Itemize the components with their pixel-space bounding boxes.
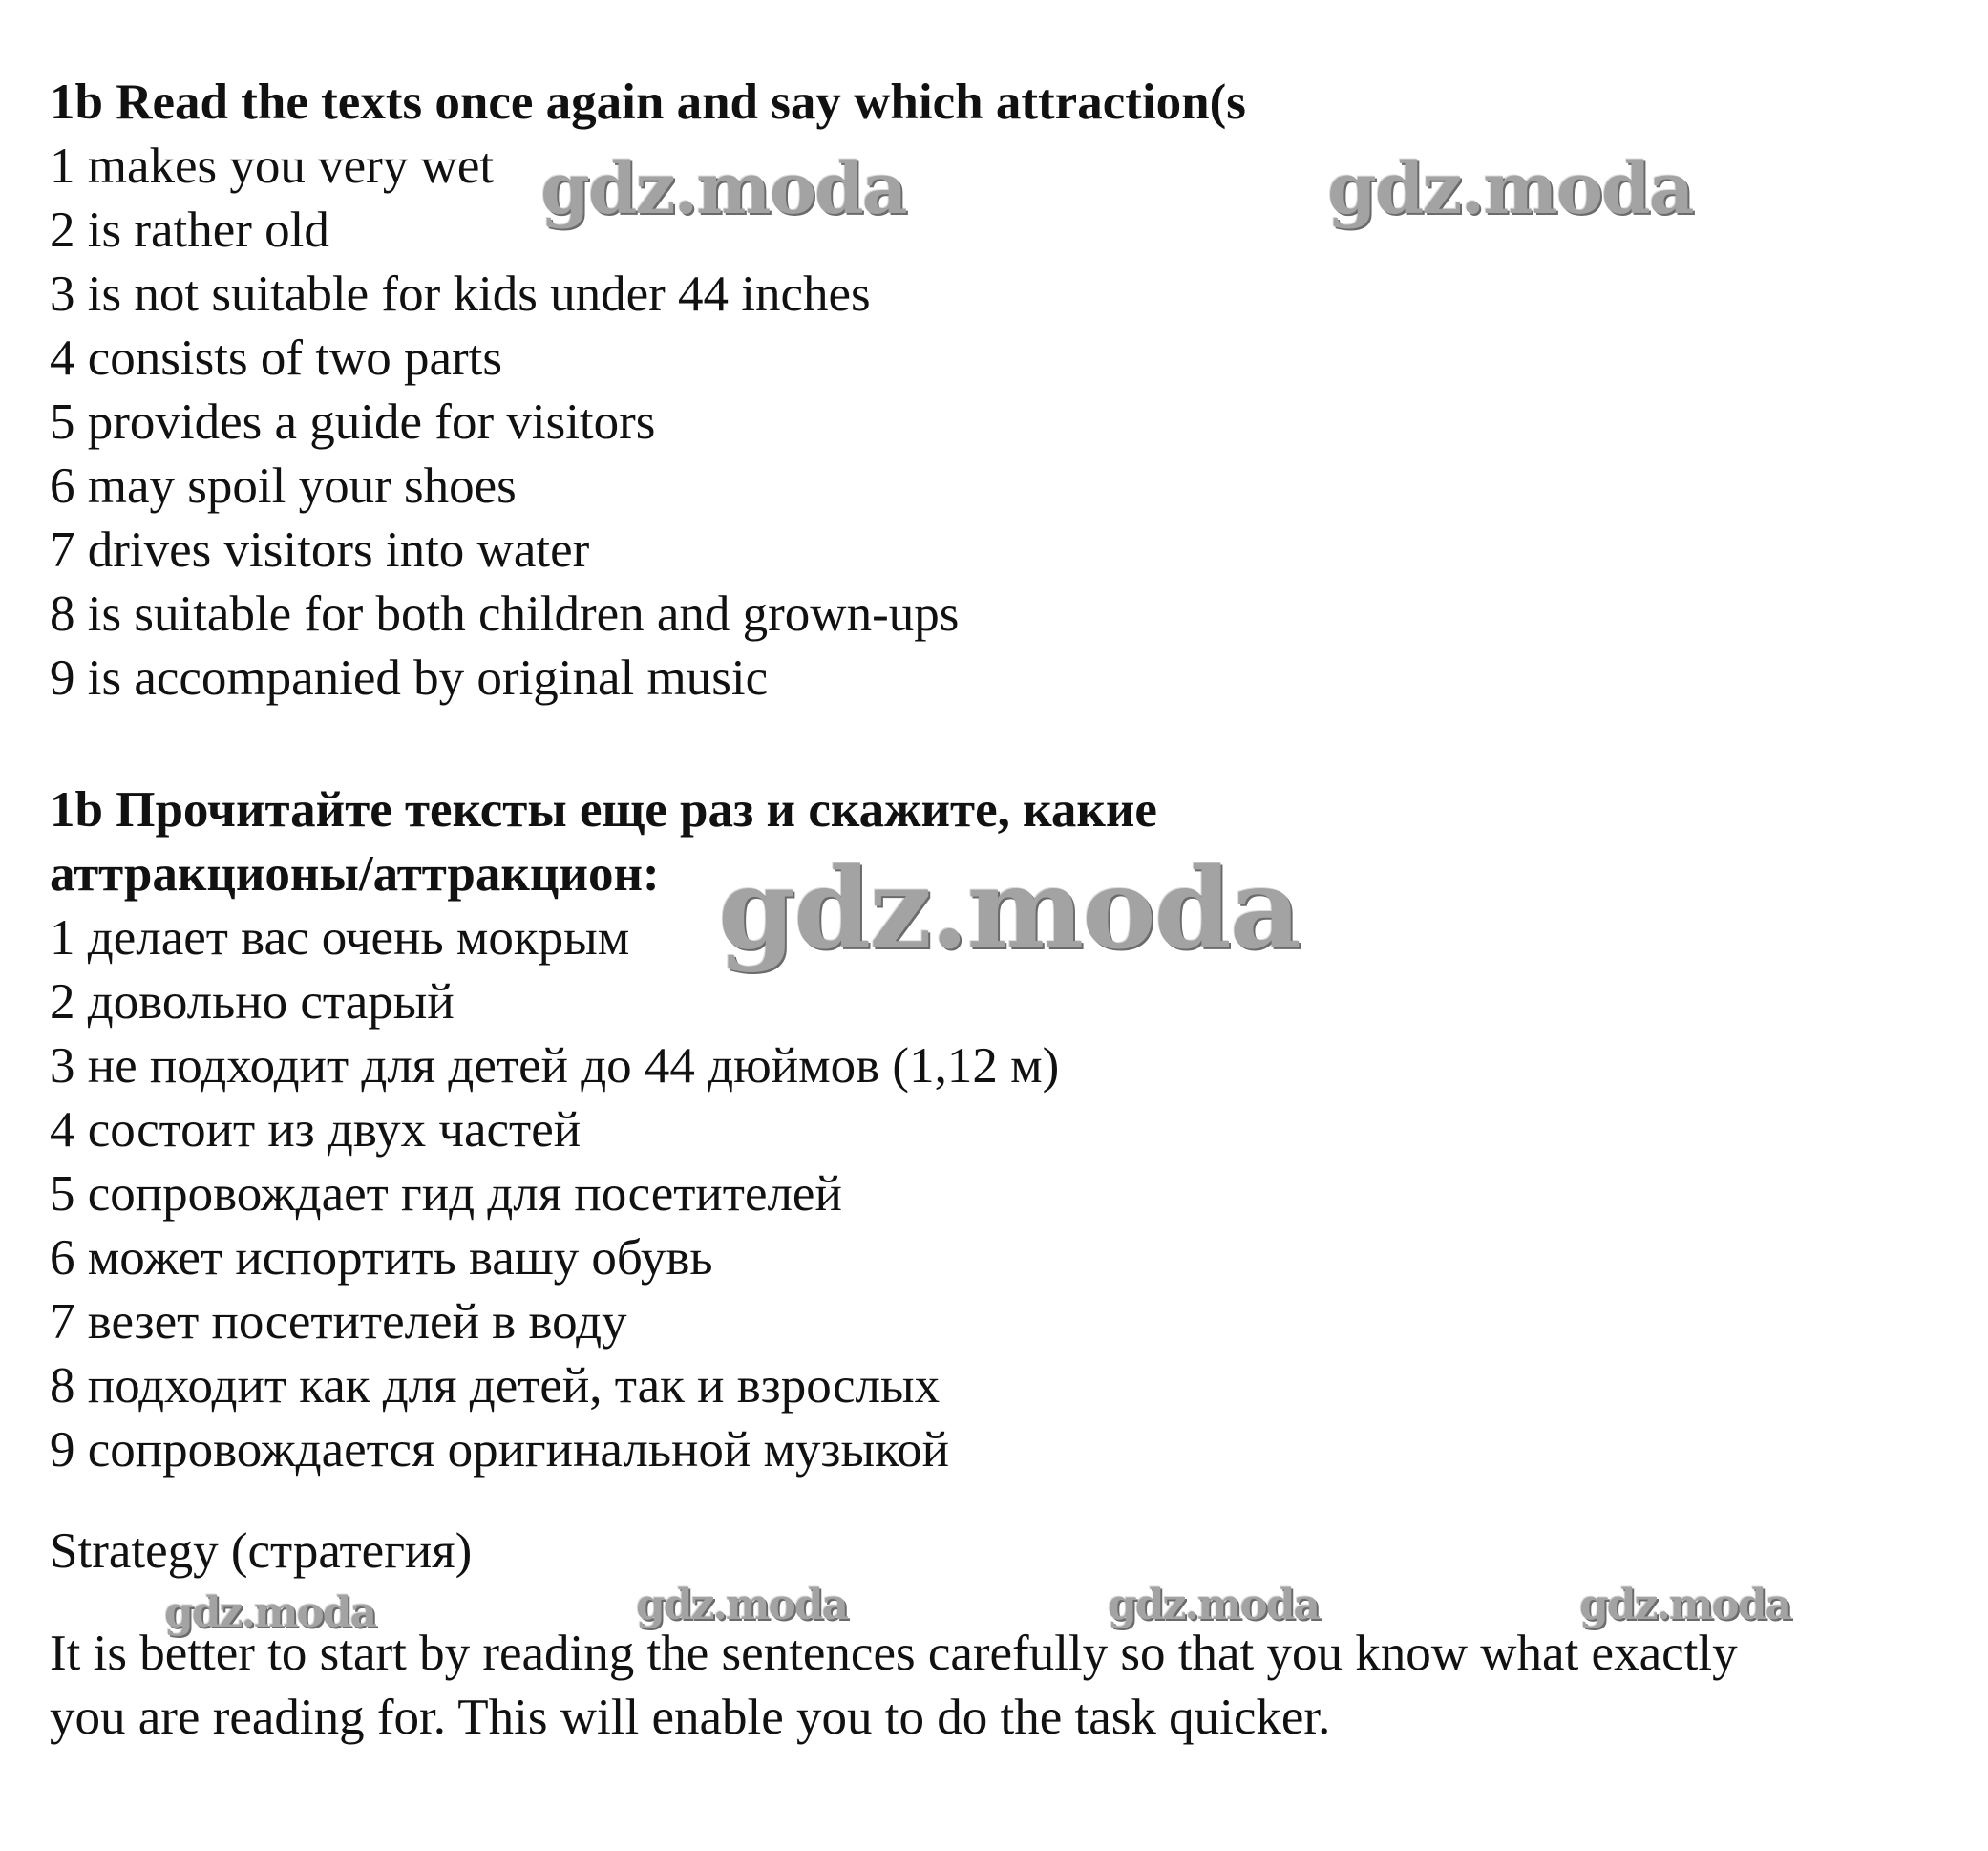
russian-item-3: 3 не подходит для детей до 44 дюймов (1,12 м) bbox=[50, 1038, 1060, 1094]
english-item-3: 3 is not suitable for kids under 44 inches bbox=[50, 266, 871, 322]
russian-item-4: 4 состоит из двух частей bbox=[50, 1102, 582, 1158]
russian-item-5: 5 сопровождает гид для посетителей bbox=[50, 1166, 842, 1222]
russian-item-7: 7 везет посетителей в воду bbox=[50, 1294, 627, 1350]
english-heading: 1b Read the texts once again and say which attraction(s bbox=[50, 74, 1246, 130]
russian-heading-line-1: 1b Прочитайте тексты еще раз и скажите, какие bbox=[50, 782, 1157, 838]
russian-item-2: 2 довольно старый bbox=[50, 974, 455, 1030]
watermark: gdz.moda bbox=[1327, 148, 1693, 230]
russian-item-6: 6 может испортить вашу обувь bbox=[50, 1230, 713, 1286]
english-item-5: 5 provides a guide for visitors bbox=[50, 394, 656, 450]
russian-item-9: 9 сопровождается оригинальной музыкой bbox=[50, 1422, 949, 1478]
russian-item-8: 8 подходит как для детей, так и взрослых bbox=[50, 1358, 941, 1414]
watermark: gdz.moda bbox=[1108, 1581, 1320, 1629]
watermark: gdz.moda bbox=[540, 148, 906, 230]
strategy-title: Strategy (стратегия) bbox=[50, 1523, 473, 1579]
english-item-7: 7 drives visitors into water bbox=[50, 522, 590, 578]
watermark: gdz.moda bbox=[1579, 1581, 1791, 1629]
english-item-6: 6 may spoil your shoes bbox=[50, 458, 517, 514]
watermark: gdz.moda bbox=[718, 844, 1300, 974]
watermark: gdz.moda bbox=[164, 1588, 376, 1637]
english-item-4: 4 consists of two parts bbox=[50, 330, 503, 386]
watermark: gdz.moda bbox=[636, 1581, 848, 1629]
strategy-text-line-2: you are reading for. This will enable you to do the task quicker. bbox=[50, 1690, 1331, 1745]
english-item-8: 8 is suitable for both children and grown-ups bbox=[50, 586, 960, 642]
english-item-2: 2 is rather old bbox=[50, 202, 329, 258]
russian-heading-line-2: аттракционы/аттракцион: bbox=[50, 846, 660, 902]
english-item-1: 1 makes you very wet bbox=[50, 138, 495, 194]
english-item-9: 9 is accompanied by original music bbox=[50, 650, 769, 706]
strategy-text-line-1: It is better to start by reading the sentences carefully so that you know what exactly bbox=[50, 1626, 1738, 1681]
russian-item-1: 1 делает вас очень мокрым bbox=[50, 910, 630, 966]
